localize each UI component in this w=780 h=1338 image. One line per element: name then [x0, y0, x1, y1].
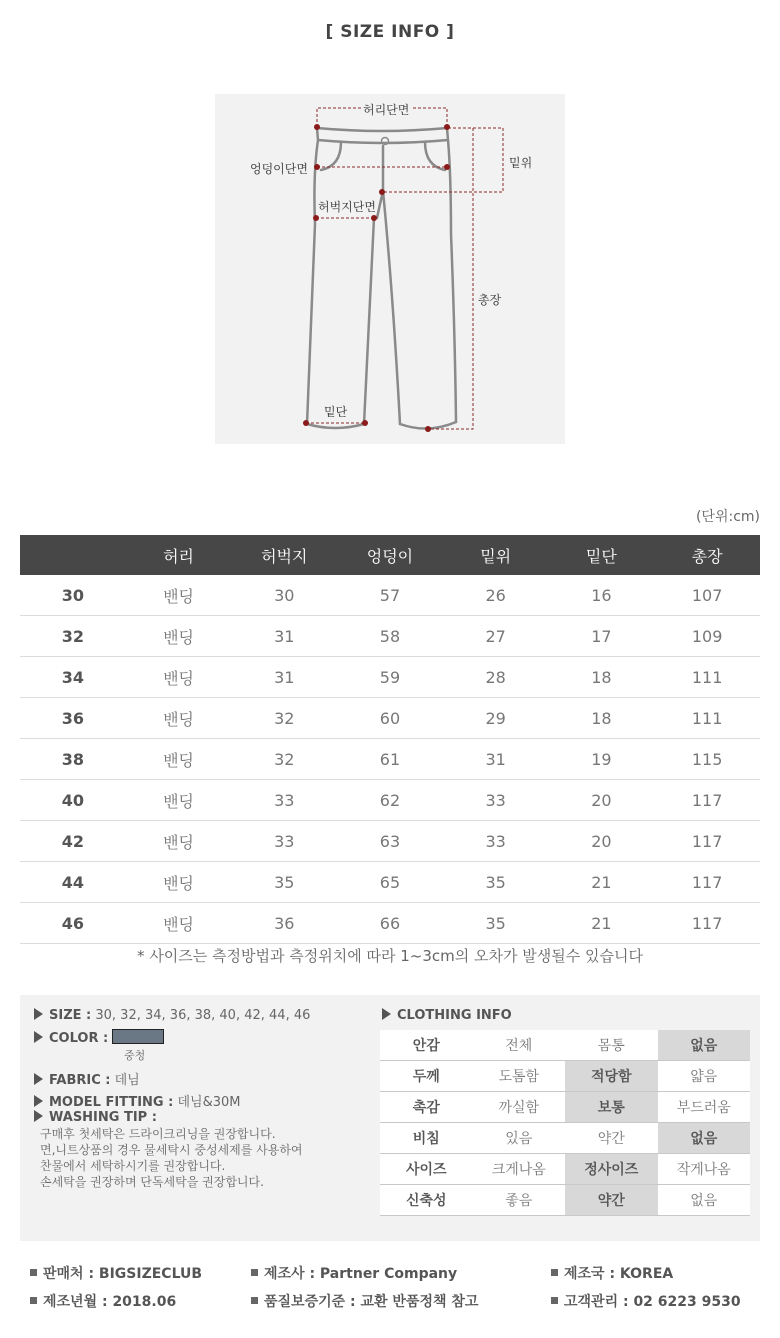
clothing-category: 신축성	[380, 1185, 473, 1216]
fabric-info: FABRIC : 데님	[34, 1069, 140, 1088]
measurement-cell: 33	[231, 780, 337, 821]
pants-illustration	[215, 94, 565, 444]
measurement-cell: 58	[337, 616, 443, 657]
measurement-cell: 18	[549, 698, 655, 739]
triangle-bullet-icon	[34, 1031, 43, 1043]
square-bullet-icon	[251, 1297, 258, 1304]
clothing-category: 사이즈	[380, 1154, 473, 1185]
measurement-cell: 밴딩	[126, 657, 232, 698]
measurement-cell: 111	[654, 657, 760, 698]
measurement-cell: 31	[231, 657, 337, 698]
hip-label: 엉덩이단면	[250, 162, 308, 176]
measurement-cell: 35	[443, 862, 549, 903]
clothing-option: 도톰함	[473, 1061, 566, 1092]
clothing-option: 크게나옴	[473, 1154, 566, 1185]
measurement-cell: 35	[231, 862, 337, 903]
measurement-cell: 20	[549, 780, 655, 821]
clothing-option-selected: 약간	[565, 1185, 658, 1216]
clothing-option: 있음	[473, 1123, 566, 1154]
measurement-cell: 117	[654, 821, 760, 862]
measurement-cell: 17	[549, 616, 655, 657]
washing-tip-text: 구매후 첫세탁은 드라이크리닝을 권장합니다. 면,니트상품의 경우 물세탁시 중성세제를 사용하여 찬물에서 세탁하시기를 권장합니다. 손세탁을 권장하며 단독세탁을 권장합니다.	[40, 1127, 303, 1189]
measurement-cell: 33	[443, 780, 549, 821]
measurement-cell: 109	[654, 616, 760, 657]
clothing-info-row	[380, 1185, 750, 1216]
size-values: 30, 32, 34, 36, 38, 40, 42, 44, 46	[95, 1008, 311, 1023]
measurement-cell: 27	[443, 616, 549, 657]
footer-customer-service: 고객관리 : 02 6223 9530	[551, 1291, 741, 1311]
size-cell: 38	[20, 739, 126, 780]
measurement-cell: 31	[443, 739, 549, 780]
table-row	[20, 575, 760, 616]
header-cell: 밑단	[549, 535, 655, 575]
measurement-cell: 61	[337, 739, 443, 780]
measurement-cell: 28	[443, 657, 549, 698]
size-cell: 34	[20, 657, 126, 698]
clothing-option: 까실함	[473, 1092, 566, 1123]
size-cell: 36	[20, 698, 126, 739]
clothing-info-row	[380, 1123, 750, 1154]
clothing-option-selected: 적당함	[565, 1061, 658, 1092]
clothing-option-selected: 정사이즈	[565, 1154, 658, 1185]
clothing-info-row	[380, 1092, 750, 1123]
clothing-info-table	[380, 1030, 750, 1216]
measurement-cell: 밴딩	[126, 575, 232, 616]
product-info-box	[20, 995, 760, 1241]
measurement-cell: 30	[231, 575, 337, 616]
size-cell: 44	[20, 862, 126, 903]
washing-tip-info: WASHING TIP :	[34, 1110, 157, 1125]
triangle-bullet-icon	[34, 1073, 43, 1085]
pants-measurement-diagram	[215, 94, 565, 444]
square-bullet-icon	[551, 1269, 558, 1276]
measurement-cell: 밴딩	[126, 780, 232, 821]
triangle-bullet-icon	[382, 1008, 391, 1020]
measurement-cell: 63	[337, 821, 443, 862]
footer-seller: 판매처 : BIGSIZECLUB	[30, 1263, 202, 1283]
measurement-cell: 32	[231, 698, 337, 739]
size-cell: 40	[20, 780, 126, 821]
square-bullet-icon	[30, 1297, 37, 1304]
size-cell: 30	[20, 575, 126, 616]
triangle-bullet-icon	[34, 1008, 43, 1020]
clothing-option: 작게나옴	[658, 1154, 751, 1185]
measurement-cell: 60	[337, 698, 443, 739]
measurement-cell: 65	[337, 862, 443, 903]
clothing-option-selected: 없음	[658, 1030, 751, 1061]
measurement-cell: 33	[443, 821, 549, 862]
clothing-info-row	[380, 1154, 750, 1185]
size-cell: 32	[20, 616, 126, 657]
measurement-cell: 117	[654, 903, 760, 944]
measurement-cell: 115	[654, 739, 760, 780]
measurement-cell: 117	[654, 862, 760, 903]
measurement-cell: 29	[443, 698, 549, 739]
waist-label: 허리단면	[363, 103, 410, 117]
measurement-cell: 밴딩	[126, 739, 232, 780]
measurement-cell: 35	[443, 903, 549, 944]
square-bullet-icon	[251, 1269, 258, 1276]
measurement-cell: 111	[654, 698, 760, 739]
measurement-cell: 31	[231, 616, 337, 657]
measurement-cell: 밴딩	[126, 903, 232, 944]
table-row	[20, 616, 760, 657]
measurement-cell: 21	[549, 862, 655, 903]
clothing-category: 촉감	[380, 1092, 473, 1123]
model-fitting-info: MODEL FITTING : 데님&30M	[34, 1091, 241, 1110]
color-name: 중청	[124, 1049, 146, 1062]
page-title: [ SIZE INFO ]	[325, 22, 455, 42]
header-cell	[20, 535, 126, 575]
rise-label: 밑위	[509, 156, 533, 170]
measurement-cell: 밴딩	[126, 616, 232, 657]
table-row	[20, 903, 760, 944]
measurement-cell: 32	[231, 739, 337, 780]
thigh-label: 허벅지단면	[318, 200, 376, 214]
clothing-info-title: CLOTHING INFO	[382, 1008, 512, 1023]
measurement-cell: 밴딩	[126, 821, 232, 862]
model-fitting-value: 데님&30M	[177, 1095, 241, 1110]
measurement-cell: 19	[549, 739, 655, 780]
square-bullet-icon	[551, 1297, 558, 1304]
header-cell: 총장	[654, 535, 760, 575]
size-info: SIZE : 30, 32, 34, 36, 38, 40, 42, 44, 46	[34, 1008, 310, 1023]
clothing-option: 좋음	[473, 1185, 566, 1216]
clothing-category: 비침	[380, 1123, 473, 1154]
measurement-cell: 33	[231, 821, 337, 862]
square-bullet-icon	[30, 1269, 37, 1276]
table-row	[20, 780, 760, 821]
table-row	[20, 657, 760, 698]
color-info: COLOR :	[34, 1029, 164, 1046]
table-row	[20, 698, 760, 739]
footer-country: 제조국 : KOREA	[551, 1263, 673, 1283]
size-cell: 42	[20, 821, 126, 862]
fabric-value: 데님	[114, 1073, 140, 1088]
size-cell: 46	[20, 903, 126, 944]
clothing-info-row	[380, 1030, 750, 1061]
clothing-option: 약간	[565, 1123, 658, 1154]
length-label: 총장	[478, 293, 502, 307]
measurement-cell: 21	[549, 903, 655, 944]
measurement-cell: 밴딩	[126, 862, 232, 903]
measurement-cell: 밴딩	[126, 698, 232, 739]
measurement-cell: 26	[443, 575, 549, 616]
measurement-cell: 59	[337, 657, 443, 698]
measurement-cell: 117	[654, 780, 760, 821]
measurement-cell: 57	[337, 575, 443, 616]
footer-maker: 제조사 : Partner Company	[251, 1263, 457, 1283]
measurement-cell: 107	[654, 575, 760, 616]
table-row	[20, 821, 760, 862]
clothing-info-row	[380, 1061, 750, 1092]
clothing-option: 부드러움	[658, 1092, 751, 1123]
clothing-option: 없음	[658, 1185, 751, 1216]
size-table-header	[20, 535, 760, 575]
clothing-option: 얇음	[658, 1061, 751, 1092]
measurement-cell: 18	[549, 657, 655, 698]
footer-date: 제조년월 : 2018.06	[30, 1291, 176, 1311]
clothing-category: 두께	[380, 1061, 473, 1092]
clothing-category: 안감	[380, 1030, 473, 1061]
clothing-option: 전체	[473, 1030, 566, 1061]
unit-label: (단위:cm)	[695, 509, 760, 525]
triangle-bullet-icon	[34, 1095, 43, 1107]
measurement-cell: 36	[231, 903, 337, 944]
clothing-option-selected: 보통	[565, 1092, 658, 1123]
triangle-bullet-icon	[34, 1110, 43, 1122]
color-swatch	[112, 1029, 164, 1044]
header-cell: 엉덩이	[337, 535, 443, 575]
measurement-cell: 16	[549, 575, 655, 616]
header-cell: 허리	[126, 535, 232, 575]
clothing-option: 몸통	[565, 1030, 658, 1061]
measurement-cell: 62	[337, 780, 443, 821]
header-cell: 허벅지	[231, 535, 337, 575]
hem-label: 밑단	[324, 405, 348, 419]
measurement-notice: * 사이즈는 측정방법과 측정위치에 따라 1~3cm의 오차가 발생될수 있습니다	[137, 947, 643, 965]
measurement-cell: 20	[549, 821, 655, 862]
footer-warranty: 품질보증기준 : 교환 반품정책 참고	[251, 1291, 478, 1311]
size-table	[20, 535, 760, 944]
clothing-option-selected: 없음	[658, 1123, 751, 1154]
table-row	[20, 862, 760, 903]
header-cell: 밑위	[443, 535, 549, 575]
measurement-cell: 66	[337, 903, 443, 944]
table-row	[20, 739, 760, 780]
